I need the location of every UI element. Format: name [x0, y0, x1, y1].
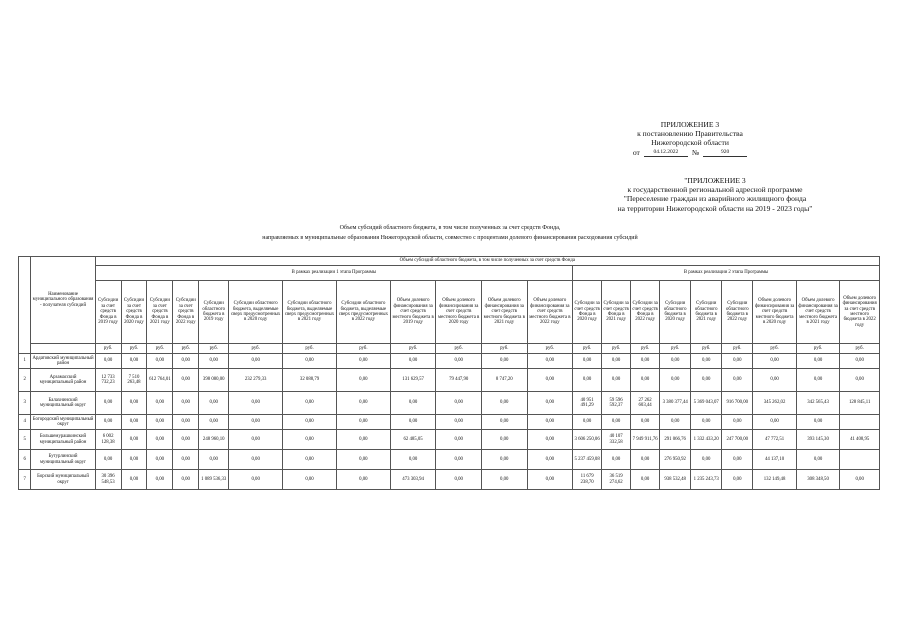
- value-cell: 0,00: [336, 354, 390, 369]
- column-header: Субсидии за счет средств Фонда в 2022 году: [631, 281, 660, 344]
- column-header: Субсидии за счет средств Фонда в 2020 году: [121, 281, 147, 344]
- value-cell: 0,00: [796, 369, 840, 392]
- value-cell: 0,00: [283, 470, 337, 490]
- unit-cell: руб.: [229, 344, 283, 354]
- value-cell: 0,00: [436, 450, 482, 470]
- value-cell: 0,00: [840, 354, 880, 369]
- table-row: [19, 354, 880, 369]
- value-cell: 40 951 491,29: [573, 392, 602, 415]
- unit-cell: руб.: [199, 344, 229, 354]
- program-appendix-line2: к государственной региональной адресной программе: [627, 185, 803, 195]
- municipality-name: Ардатовский муниципальный район: [31, 354, 95, 369]
- value-cell: 0,00: [481, 470, 527, 490]
- value-cell: 5 369 043,07: [691, 392, 722, 415]
- column-header: Объем долевого финансирования за счет средств местного бюджета в 2020 году: [436, 281, 482, 344]
- value-cell: 79 447,90: [436, 369, 482, 392]
- date-value: 04.12.2022: [644, 149, 688, 157]
- value-cell: 0,00: [121, 354, 147, 369]
- value-cell: 0,00: [173, 392, 199, 415]
- value-cell: 0,00: [121, 415, 147, 430]
- value-cell: 1 089 536,33: [199, 470, 229, 490]
- value-cell: 7 510 263,48: [121, 369, 147, 392]
- unit-cell: руб.: [691, 344, 722, 354]
- value-cell: 12 733 732,23: [95, 369, 121, 392]
- unit-cell: руб.: [722, 344, 753, 354]
- value-cell: 938 532,48: [660, 470, 691, 490]
- value-cell: 0,00: [147, 354, 173, 369]
- column-header: Субсидии областного бюджета в 2021 году: [691, 281, 722, 344]
- number-label: №: [691, 147, 700, 157]
- value-cell: 0,00: [691, 354, 722, 369]
- unit-cell: руб.: [173, 344, 199, 354]
- value-cell: 308 348,50: [796, 470, 840, 490]
- value-cell: 0,00: [229, 392, 283, 415]
- unit-cell: руб.: [283, 344, 337, 354]
- value-cell: 0,00: [283, 450, 337, 470]
- subsidies-table: [18, 256, 880, 490]
- column-header: Объем долевого финансирования за счет средств местного бюджета в 2021 году: [796, 281, 840, 344]
- column-header: Субсидии областного бюджета, выделяемые сверх предусмотренных в 2020 году: [229, 281, 283, 344]
- value-cell: 0,00: [660, 369, 691, 392]
- value-cell: 0,00: [753, 415, 797, 430]
- value-cell: 8 747,20: [481, 369, 527, 392]
- row-number: 1: [19, 354, 31, 369]
- column-header: Субсидии за счет средств Фонда в 2022 году: [173, 281, 199, 344]
- value-cell: 398 080,00: [199, 369, 229, 392]
- value-cell: 0,00: [95, 450, 121, 470]
- value-cell: 6 002 128,38: [95, 430, 121, 450]
- value-cell: 0,00: [121, 392, 147, 415]
- value-cell: [840, 415, 880, 430]
- value-cell: 7 949 911,76: [631, 430, 660, 450]
- value-cell: 1 235 243,73: [691, 470, 722, 490]
- value-cell: 0,00: [390, 354, 436, 369]
- value-cell: 0,00: [229, 354, 283, 369]
- value-cell: 0,00: [336, 392, 390, 415]
- value-cell: 0,00: [229, 470, 283, 490]
- table-row: [19, 415, 880, 430]
- title-line-1: Объем субсидий областного бюджета, в том числе полученных за счет средств Фонда,: [339, 225, 561, 231]
- value-cell: 0,00: [722, 354, 753, 369]
- column-header: Субсидии за счет средств Фонда в 2021 году: [147, 281, 173, 344]
- value-cell: 0,00: [722, 415, 753, 430]
- value-cell: 0,00: [631, 470, 660, 490]
- value-cell: 0,00: [121, 470, 147, 490]
- table-row: [19, 369, 880, 392]
- value-cell: 0,00: [229, 415, 283, 430]
- value-cell: 0,00: [436, 430, 482, 450]
- column-header: Субсидии областного бюджета в 2019 году: [199, 281, 229, 344]
- unit-spacer: [31, 344, 95, 354]
- unit-cell: руб.: [840, 344, 880, 354]
- value-cell: 0,00: [436, 354, 482, 369]
- unit-cell: руб.: [95, 344, 121, 354]
- program-appendix-header: [600, 176, 830, 213]
- value-cell: 0,00: [481, 450, 527, 470]
- column-header-row: [19, 281, 880, 344]
- value-cell: 0,00: [95, 415, 121, 430]
- value-cell: 342 565,43: [796, 392, 840, 415]
- value-cell: 0,00: [147, 430, 173, 450]
- value-cell: 0,00: [753, 369, 797, 392]
- value-cell: 0,00: [796, 354, 840, 369]
- value-cell: 0,00: [336, 415, 390, 430]
- value-cell: 0,00: [481, 415, 527, 430]
- value-cell: 0,00: [173, 470, 199, 490]
- value-cell: 0,00: [660, 415, 691, 430]
- row-number: 7: [19, 470, 31, 490]
- subsidies-top-header: Объем субсидий областного бюджета, в том числе полученных за счет средств Фонда: [95, 257, 879, 266]
- value-cell: 3 606 250,06: [573, 430, 602, 450]
- column-header: Объем долевого финансирования за счет средств местного бюджета в 2022 году: [527, 281, 573, 344]
- value-cell: 0,00: [147, 392, 173, 415]
- value-cell: 0,00: [602, 354, 631, 369]
- value-cell: 0,00: [95, 354, 121, 369]
- municipality-col-header: Наименование муниципального образования - получателя субсидий: [31, 257, 95, 344]
- unit-cell: руб.: [481, 344, 527, 354]
- value-cell: 0,00: [121, 430, 147, 450]
- unit-row: [19, 344, 880, 354]
- unit-cell: руб.: [602, 344, 631, 354]
- table-body: [19, 257, 880, 490]
- municipality-name: Богородский муниципальный округ: [31, 415, 95, 430]
- value-cell: 0,00: [283, 430, 337, 450]
- num-col-header: [19, 257, 31, 354]
- value-cell: 0,00: [631, 450, 660, 470]
- value-cell: 0,00: [336, 430, 390, 450]
- value-cell: 0,00: [527, 369, 573, 392]
- value-cell: 0,00: [722, 450, 753, 470]
- column-header: Субсидии за счет средств Фонда в 2021 году: [602, 281, 631, 344]
- value-cell: 0,00: [199, 450, 229, 470]
- value-cell: 0,00: [796, 450, 840, 470]
- municipality-name: Большемурашкинский муниципальный район: [31, 430, 95, 450]
- value-cell: 0,00: [631, 415, 660, 430]
- value-cell: 0,00: [147, 450, 173, 470]
- value-cell: 345 262,02: [753, 392, 797, 415]
- value-cell: 0,00: [527, 430, 573, 450]
- document-title: [150, 223, 750, 243]
- value-cell: 32 088,79: [283, 369, 337, 392]
- value-cell: 0,00: [147, 415, 173, 430]
- program-appendix-title: "ПРИЛОЖЕНИЕ 3: [684, 176, 746, 185]
- stage-header-row: [19, 266, 880, 281]
- unit-cell: руб.: [436, 344, 482, 354]
- row-number: 6: [19, 450, 31, 470]
- value-cell: [840, 450, 880, 470]
- value-cell: 0,00: [283, 415, 337, 430]
- value-cell: 291 066,76: [660, 430, 691, 450]
- column-header: Субсидии за счет средств Фонда в 2020 году: [573, 281, 602, 344]
- municipality-name: Арзамасский муниципальный район: [31, 369, 95, 392]
- value-cell: 128 845,11: [840, 392, 880, 415]
- table-row: [19, 392, 880, 415]
- value-cell: 0,00: [436, 415, 482, 430]
- value-cell: 0,00: [722, 369, 753, 392]
- value-cell: 30 396 548,53: [95, 470, 121, 490]
- value-cell: 0,00: [283, 392, 337, 415]
- value-cell: 0,00: [173, 450, 199, 470]
- value-cell: 0,00: [796, 415, 840, 430]
- value-cell: 5 237 459,08: [573, 450, 602, 470]
- municipality-name: Бутурлинский муниципальный округ: [31, 450, 95, 470]
- value-cell: 0,00: [573, 354, 602, 369]
- value-cell: 0,00: [336, 450, 390, 470]
- value-cell: 916 700,00: [722, 392, 753, 415]
- value-cell: 27 262 603,44: [631, 392, 660, 415]
- value-cell: 393 145,30: [796, 430, 840, 450]
- value-cell: 62 485,05: [390, 430, 436, 450]
- row-number: 5: [19, 430, 31, 450]
- stage2-header: В рамках реализации 2 этапа Программы: [573, 266, 880, 281]
- column-header: Объем долевого финансирования за счет средств местного бюджета в 2021 году: [481, 281, 527, 344]
- value-cell: 0,00: [722, 470, 753, 490]
- value-cell: 0,00: [481, 354, 527, 369]
- value-cell: 0,00: [660, 354, 691, 369]
- from-label: от: [632, 147, 640, 157]
- value-cell: 41 408,95: [840, 430, 880, 450]
- value-cell: 3 380 377,44: [660, 392, 691, 415]
- value-cell: 232 279,33: [229, 369, 283, 392]
- value-cell: 40 107 332,58: [602, 430, 631, 450]
- value-cell: 0,00: [691, 415, 722, 430]
- unit-cell: руб.: [527, 344, 573, 354]
- value-cell: 0,00: [691, 369, 722, 392]
- value-cell: 0,00: [390, 450, 436, 470]
- value-cell: 36 519 274,62: [602, 470, 631, 490]
- table-top-header-row: [19, 257, 880, 266]
- unit-cell: руб.: [660, 344, 691, 354]
- value-cell: 0,00: [753, 354, 797, 369]
- value-cell: 276 950,92: [660, 450, 691, 470]
- value-cell: 0,00: [173, 430, 199, 450]
- value-cell: 131 629,57: [390, 369, 436, 392]
- column-header: Субсидии областного бюджета в 2020 году: [660, 281, 691, 344]
- value-cell: 0,00: [481, 430, 527, 450]
- appendix-title: ПРИЛОЖЕНИЕ 3: [660, 120, 720, 129]
- value-cell: 0,00: [573, 369, 602, 392]
- value-cell: 0,00: [336, 470, 390, 490]
- column-header: Субсидии областного бюджета, выделяемые сверх предусмотренных в 2021 году: [283, 281, 337, 344]
- value-cell: 0,00: [336, 369, 390, 392]
- value-cell: 0,00: [436, 470, 482, 490]
- column-header: Объем долевого финансирования за счет средств местного бюджета в 2022 году: [840, 281, 880, 344]
- value-cell: 0,00: [199, 392, 229, 415]
- column-header: Объем долевого финансирования за счет средств местного бюджета в 2020 году: [753, 281, 797, 344]
- value-cell: 0,00: [602, 415, 631, 430]
- value-cell: 0,00: [631, 354, 660, 369]
- value-cell: 0,00: [173, 354, 199, 369]
- unit-cell: руб.: [631, 344, 660, 354]
- value-cell: 0,00: [527, 354, 573, 369]
- stage1-header: В рамках реализации 1 этапа Программы: [95, 266, 572, 281]
- unit-cell: руб.: [121, 344, 147, 354]
- value-cell: 0,00: [229, 450, 283, 470]
- value-cell: 0,00: [390, 392, 436, 415]
- table-row: [19, 430, 880, 450]
- value-cell: 0,00: [527, 450, 573, 470]
- municipality-name: Борский муниципальный округ: [31, 470, 95, 490]
- table-row: [19, 470, 880, 490]
- value-cell: 0,00: [121, 450, 147, 470]
- value-cell: 0,00: [527, 470, 573, 490]
- value-cell: 0,00: [527, 415, 573, 430]
- value-cell: 0,00: [602, 450, 631, 470]
- value-cell: 59 596 592,37: [602, 392, 631, 415]
- value-cell: 0,00: [173, 415, 199, 430]
- value-cell: 0,00: [283, 354, 337, 369]
- value-cell: 47 772,51: [753, 430, 797, 450]
- value-cell: 0,00: [95, 392, 121, 415]
- value-cell: 247 700,00: [722, 430, 753, 450]
- column-header: Объем долевого финансирования за счет средств местного бюджета в 2019 году: [390, 281, 436, 344]
- unit-cell: руб.: [147, 344, 173, 354]
- value-cell: 0,00: [840, 470, 880, 490]
- value-cell: 0,00: [602, 369, 631, 392]
- value-cell: 0,00: [840, 369, 880, 392]
- value-cell: 473 303,94: [390, 470, 436, 490]
- value-cell: 0,00: [481, 392, 527, 415]
- program-appendix-line3: "Переселение граждан из аварийного жилищного фонда: [623, 194, 807, 204]
- value-cell: 612 764,01: [147, 369, 173, 392]
- value-cell: 0,00: [229, 430, 283, 450]
- title-line-2: направляемых в муниципальные образования Нижегородской области, совместно с процентами долевого финансирования расходования субсидий: [262, 235, 638, 241]
- value-cell: 0,00: [527, 392, 573, 415]
- number-value: 920: [703, 149, 747, 157]
- value-cell: 44 137,10: [753, 450, 797, 470]
- value-cell: 132 149,48: [753, 470, 797, 490]
- program-appendix-line4: на территории Нижегородской области на 2019 - 2023 годы": [617, 203, 813, 213]
- signature-line: [590, 148, 790, 157]
- row-number: 3: [19, 392, 31, 415]
- resolution-appendix-header: [590, 120, 790, 157]
- value-cell: 0,00: [631, 369, 660, 392]
- appendix-region: Нижегородской области: [651, 138, 729, 148]
- unit-cell: руб.: [796, 344, 840, 354]
- value-cell: 248 960,10: [199, 430, 229, 450]
- column-header: Субсидии областного бюджета в 2022 году: [722, 281, 753, 344]
- value-cell: 0,00: [691, 450, 722, 470]
- value-cell: 0,00: [199, 354, 229, 369]
- value-cell: 11 679 238,70: [573, 470, 602, 490]
- municipality-name: Балахнинский муниципальный округ: [31, 392, 95, 415]
- value-cell: 0,00: [573, 415, 602, 430]
- appendix-subtitle: к постановлению Правительства: [637, 129, 743, 139]
- unit-cell: руб.: [390, 344, 436, 354]
- unit-cell: руб.: [753, 344, 797, 354]
- value-cell: 0,00: [199, 415, 229, 430]
- value-cell: 1 332 433,20: [691, 430, 722, 450]
- unit-cell: руб.: [573, 344, 602, 354]
- value-cell: 0,00: [147, 470, 173, 490]
- column-header: Субсидии за счет средств Фонда в 2019 году: [95, 281, 121, 344]
- value-cell: 0,00: [173, 369, 199, 392]
- unit-cell: руб.: [336, 344, 390, 354]
- table-row: [19, 450, 880, 470]
- row-number: 4: [19, 415, 31, 430]
- value-cell: 0,00: [390, 415, 436, 430]
- row-number: 2: [19, 369, 31, 392]
- column-header: Субсидии областного бюджета, выделяемые сверх предусмотренных в 2022 году: [336, 281, 390, 344]
- value-cell: 0,00: [436, 392, 482, 415]
